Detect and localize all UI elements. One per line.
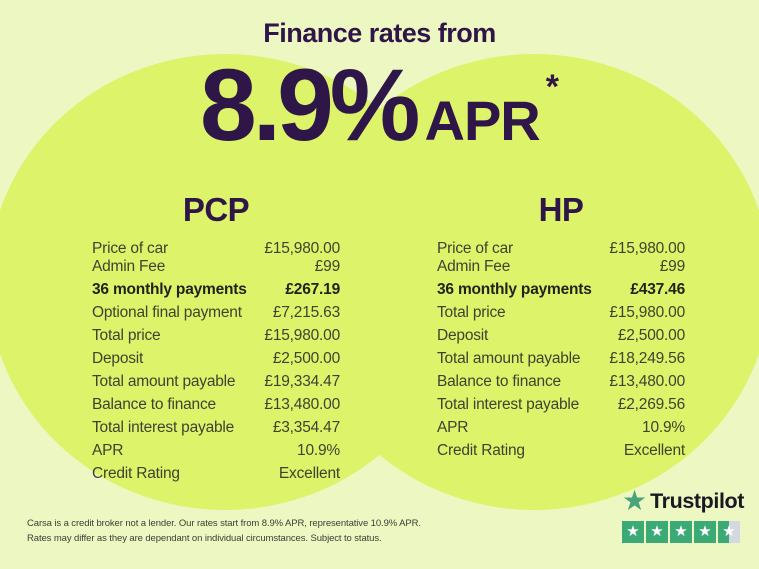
table-row [437,419,685,436]
row-label: Total amount payable [92,373,236,390]
row-value: 10.9% [642,419,685,436]
headline-rate [0,48,759,162]
row-label: 36 monthly payments [437,281,592,298]
row-value: £15,980.00 [609,240,685,257]
table-row [437,240,685,257]
row-value: £13,480.00 [264,396,340,413]
row-value: £2,269.56 [617,396,685,413]
row-value: £15,980.00 [264,240,340,257]
row-value: 10.9% [297,442,340,459]
row-label: 36 monthly payments [92,281,247,298]
row-label: Price of car [437,240,513,257]
row-value: £437.46 [630,281,685,298]
hp-table [425,240,697,459]
row-value: £3,354.47 [272,419,340,436]
trustpilot-widget [622,487,744,543]
row-label: Optional final payment [92,304,242,321]
star-box-icon: ★ [694,521,716,543]
row-label: Deposit [437,327,489,344]
disclaimer-line-1: Carsa is a credit broker not a lender. Our rates start from 8.9% APR, representative 10.9% APR. [27,518,421,529]
row-value: Excellent [278,465,340,482]
row-label: Balance to finance [92,396,216,413]
row-value: £7,215.63 [272,304,340,321]
trustpilot-rating-stars [622,521,744,543]
table-row [437,442,685,459]
row-value: Excellent [623,442,685,459]
table-row [92,350,340,367]
table-row [437,350,685,367]
table-row [92,304,340,321]
row-label: Total price [437,304,506,321]
row-value: £99 [314,258,340,275]
table-row [437,327,685,344]
table-row [92,240,340,257]
half-star-box-icon: ★ [718,521,740,543]
row-value: £15,980.00 [264,327,340,344]
trustpilot-brand-name: Trustpilot [650,488,745,513]
row-label: Price of car [92,240,168,257]
row-label: Deposit [92,350,144,367]
trustpilot-logo [622,487,744,515]
row-label: Admin Fee [92,258,166,275]
pcp-table [80,240,352,482]
table-row-monthly-payment [437,281,685,298]
row-label: Total price [92,327,161,344]
banner-kicker: Finance rates from [263,18,496,48]
row-value: £18,249.56 [609,350,685,367]
table-row [92,373,340,390]
row-value: £19,334.47 [264,373,340,390]
row-label: APR [437,419,469,436]
star-box-icon: ★ [622,521,644,543]
table-row [92,396,340,413]
rate-unit: APR [424,89,540,152]
table-row [437,304,685,321]
row-label: Balance to finance [437,373,561,390]
hp-column [425,192,697,459]
row-value: £13,480.00 [609,373,685,390]
table-row [437,396,685,413]
row-value: £99 [659,258,685,275]
hp-title: HP [538,191,584,228]
table-row [92,442,340,459]
row-label: APR [92,442,124,459]
table-row [437,373,685,390]
rate-value: 8.9% [200,48,417,162]
table-row-monthly-payment [92,281,340,298]
row-label: Total interest payable [437,396,580,413]
row-label: Total amount payable [437,350,581,367]
table-row [437,258,685,275]
trustpilot-star-icon: ★ [622,485,648,516]
row-label: Total interest payable [92,419,235,436]
star-box-icon: ★ [646,521,668,543]
rate-asterisk: * [545,68,559,106]
row-value: £2,500.00 [617,327,685,344]
table-row [92,419,340,436]
pcp-title: PCP [182,191,250,228]
row-value: £2,500.00 [272,350,340,367]
star-box-icon: ★ [670,521,692,543]
table-row [92,258,340,275]
table-row [92,465,340,482]
row-label: Admin Fee [437,258,511,275]
disclaimer-line-2: Rates may differ as they are dependant on individual circumstances. Subject to status. [27,533,382,544]
legal-disclaimer [27,516,427,546]
table-row [92,327,340,344]
row-value: £15,980.00 [609,304,685,321]
row-value: £267.19 [285,281,340,298]
row-label: Credit Rating [437,442,525,459]
row-label: Credit Rating [92,465,180,482]
pcp-column [80,192,352,482]
